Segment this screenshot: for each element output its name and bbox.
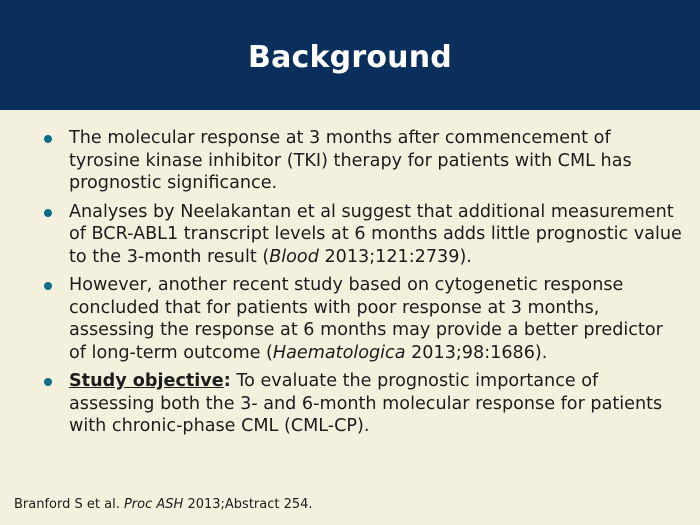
footnote-journal: Proc ASH	[123, 497, 184, 512]
bullet-list	[44, 127, 684, 444]
title-bar	[0, 0, 700, 110]
bullet-text: Analyses by Neelakantan et al suggest that additional measurement of BCR-ABL1 transcript levels at 6 months adds little prognostic value to the 3-month result (	[69, 201, 682, 267]
bullet-item-2	[44, 201, 684, 269]
journal-name: Blood	[269, 246, 319, 267]
bullet-dot-icon	[44, 209, 52, 217]
footnote-citation: 2013;Abstract 254.	[183, 497, 313, 512]
bullet-item-1	[44, 127, 684, 195]
citation-details: 2013;121:2739).	[318, 246, 472, 267]
bullet-dot-icon	[44, 378, 52, 386]
citation-details: 2013;98:1686).	[405, 342, 548, 363]
bullet-dot-icon	[44, 135, 52, 143]
journal-name: Haematologica	[272, 342, 406, 363]
bullet-text: To evaluate the prognostic importance of assessing both the 3- and 6-month molecular response for patients with chronic-phase CML (CML-CP).	[69, 371, 663, 436]
bullet-text: The molecular response at 3 months after commencement of tyrosine kinase inhibitor (TKI) therapy for patients with CML has prognostic significance.	[69, 128, 632, 193]
bullet-dot-icon	[44, 282, 52, 290]
bullet-item-3	[44, 274, 684, 364]
label-colon: :	[223, 371, 231, 391]
footnote	[14, 497, 313, 512]
bullet-item-4	[44, 370, 684, 438]
slide-title: Background	[248, 39, 452, 75]
bullet-text: However, another recent study based on cytogenetic response concluded that for patients with poor response at 3 months, assessing the response at 6 months may provide a better predictor of long-term outcome (	[69, 275, 663, 363]
study-objective-label: Study objective	[69, 371, 224, 391]
footnote-authors: Branford S et al.	[14, 497, 124, 512]
